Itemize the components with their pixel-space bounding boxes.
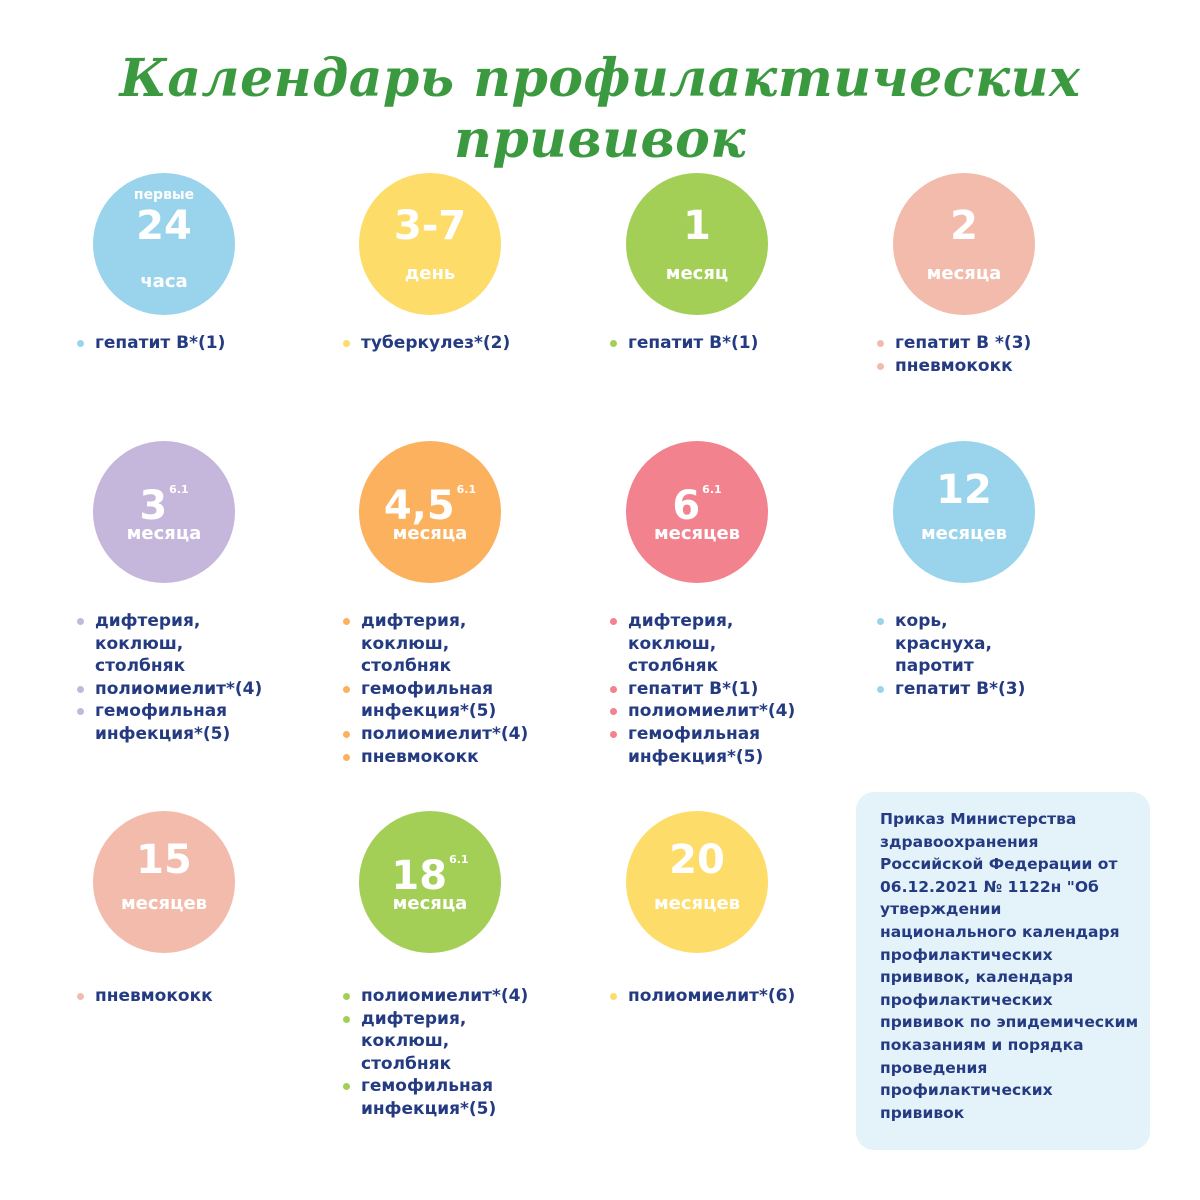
vaccine-name: гемофильная инфекция*(5): [361, 678, 497, 722]
age-circle: [626, 441, 768, 583]
bullet-dot: [610, 686, 617, 693]
bullet-dot: [610, 618, 617, 625]
age-circle: [626, 173, 768, 315]
page-title: Календарь профилактических прививок: [119, 48, 1081, 170]
vaccine-item: [75, 985, 325, 1008]
vaccine-name: туберкулез*(2): [361, 333, 511, 353]
vaccine-item: [341, 985, 591, 1008]
age-number-text: 3: [139, 483, 168, 529]
age-number: [893, 203, 1035, 249]
vaccine-name: полиомиелит*(6): [628, 986, 796, 1006]
bullet-dot: [343, 993, 350, 1000]
vaccine-name: полиомиелит*(4): [95, 678, 263, 699]
age-number-text: 20: [669, 837, 725, 883]
age-unit: день: [404, 263, 456, 284]
footnote-mark: 6.1: [449, 853, 469, 866]
bullet-dot: [343, 754, 350, 761]
footnote-mark: 6.1: [702, 483, 722, 496]
age-unit: месяцев: [120, 893, 208, 914]
age-number-text: 2: [950, 203, 978, 249]
bullet-dot: [77, 993, 84, 1000]
vaccine-item: [75, 610, 235, 678]
bullet-dot: [877, 618, 884, 625]
age-circle: [93, 173, 235, 315]
age-number: [626, 837, 768, 883]
vaccine-name: дифтерия, коклюш, столбняк: [361, 611, 467, 677]
age-unit: месяцев: [653, 893, 741, 914]
age-circle: [893, 441, 1035, 583]
vaccine-list: [75, 985, 325, 1008]
vaccine-item: [75, 700, 265, 745]
bullet-dot: [77, 618, 84, 625]
vaccine-item: [608, 332, 858, 355]
vaccine-item: [341, 1008, 501, 1076]
vaccine-item: [341, 723, 591, 746]
vaccine-name: полиомиелит*(4): [361, 723, 529, 744]
age-number-text: 15: [136, 837, 192, 883]
bullet-dot: [343, 618, 350, 625]
bullet-dot: [343, 1083, 350, 1090]
vaccine-list: [75, 332, 325, 355]
vaccine-name: гепатит В*(3): [895, 678, 1026, 699]
age-number-text: 3-7: [393, 203, 467, 249]
age-number: [893, 467, 1035, 513]
age-circle: [93, 441, 235, 583]
vaccine-item: [608, 985, 858, 1008]
bullet-dot: [610, 993, 617, 1000]
order-note-box: [856, 792, 1150, 1150]
age-unit: месяца: [392, 523, 468, 544]
age-number-text: 18: [391, 853, 448, 899]
vaccine-item: [875, 355, 1125, 378]
vaccine-item: [75, 678, 325, 701]
age-circle: [359, 441, 501, 583]
vaccine-name: полиомиелит*(4): [628, 701, 796, 722]
age-number-text: 1: [683, 203, 711, 249]
age-circle: [93, 811, 235, 953]
age-number: [626, 203, 768, 249]
age-number: [359, 467, 501, 529]
age-number: [359, 203, 501, 249]
footnote-mark: 6.1: [456, 483, 477, 496]
age-unit: часа: [140, 271, 188, 292]
bullet-dot: [610, 340, 617, 347]
vaccine-list: [875, 332, 1125, 377]
vaccine-name: гепатит В*(1): [95, 333, 226, 353]
vaccine-name: пневмококк: [95, 986, 213, 1006]
age-number: [626, 467, 768, 529]
age-number-text: 24: [136, 203, 192, 249]
age-number-text: 12: [936, 467, 992, 513]
bullet-dot: [343, 340, 350, 347]
footnote-mark: 6.1: [169, 483, 189, 496]
age-number: [93, 467, 235, 529]
age-circle: [626, 811, 768, 953]
vaccine-list: [341, 985, 591, 1121]
vaccine-list: [608, 985, 858, 1008]
vaccine-name: гепатит В*(1): [628, 678, 759, 699]
age-unit: месяц: [665, 263, 729, 284]
bullet-dot: [343, 1016, 350, 1023]
bullet-dot: [343, 731, 350, 738]
vaccine-name: пневмококк: [895, 355, 1013, 376]
vaccine-list: [875, 610, 1125, 700]
age-number-text: 6: [672, 483, 701, 529]
bullet-dot: [877, 340, 884, 347]
vaccine-item: [608, 723, 798, 768]
vaccine-name: гемофильная инфекция*(5): [361, 1076, 497, 1119]
age-unit: месяца: [392, 893, 468, 914]
vaccine-item: [341, 332, 591, 355]
vaccine-name: дифтерия, коклюш, столбняк: [361, 1008, 467, 1074]
vaccine-name: гепатит В*(1): [628, 333, 759, 353]
vaccine-item: [875, 678, 1125, 701]
age-prefix: первые: [133, 187, 195, 203]
vaccine-list: [608, 610, 858, 768]
age-unit: месяцев: [653, 523, 741, 544]
vaccine-name: дифтерия, коклюш, столбняк: [628, 611, 734, 677]
age-unit: месяца: [126, 523, 202, 544]
age-circle: [359, 811, 501, 953]
vaccine-item: [75, 332, 325, 355]
vaccine-name: пневмококк: [361, 746, 479, 767]
bullet-dot: [343, 686, 350, 693]
bullet-dot: [77, 686, 84, 693]
vaccine-name: гемофильная инфекция*(5): [95, 701, 231, 744]
vaccine-name: полиомиелит*(4): [361, 986, 529, 1006]
vaccine-item: [608, 700, 858, 723]
bullet-dot: [77, 340, 84, 347]
bullet-dot: [610, 731, 617, 738]
vaccine-list: [341, 332, 591, 355]
vaccine-list: [608, 332, 858, 355]
vaccine-name: гепатит В *(3): [895, 333, 1032, 353]
age-unit: месяца: [926, 263, 1002, 284]
vaccine-item: [341, 746, 591, 769]
vaccine-item: [341, 1075, 531, 1120]
bullet-dot: [610, 708, 617, 715]
vaccine-list: [75, 610, 325, 746]
vaccine-item: [875, 610, 1035, 678]
vaccine-name: гемофильная инфекция*(5): [628, 723, 764, 767]
age-unit: месяцев: [920, 523, 1008, 544]
vaccine-item: [608, 678, 858, 701]
age-number: [93, 837, 235, 883]
order-note-text: Приказ Министерства здравоохранения Российской Федерации от 06.12.2021 № 1122н "Об утверждении национального календаря профилактических прививок, календаря профилактических прививок по эпидемическим показаниям и порядка проведения профилактических прививок: [880, 810, 1139, 1122]
vaccine-item: [608, 610, 768, 678]
age-number-text: 4,5: [383, 483, 455, 529]
age-circle: [893, 173, 1035, 315]
vaccine-item: [875, 332, 1125, 355]
age-circle: [359, 173, 501, 315]
vaccine-list: [341, 610, 591, 768]
age-number: [93, 203, 235, 249]
bullet-dot: [77, 708, 84, 715]
bullet-dot: [877, 686, 884, 693]
vaccine-item: [341, 610, 501, 678]
age-number: [359, 837, 501, 899]
bullet-dot: [877, 363, 884, 370]
vaccine-name: дифтерия, коклюш, столбняк: [95, 611, 201, 677]
vaccine-name: корь, краснуха, паротит: [895, 611, 992, 677]
vaccine-item: [341, 678, 531, 723]
